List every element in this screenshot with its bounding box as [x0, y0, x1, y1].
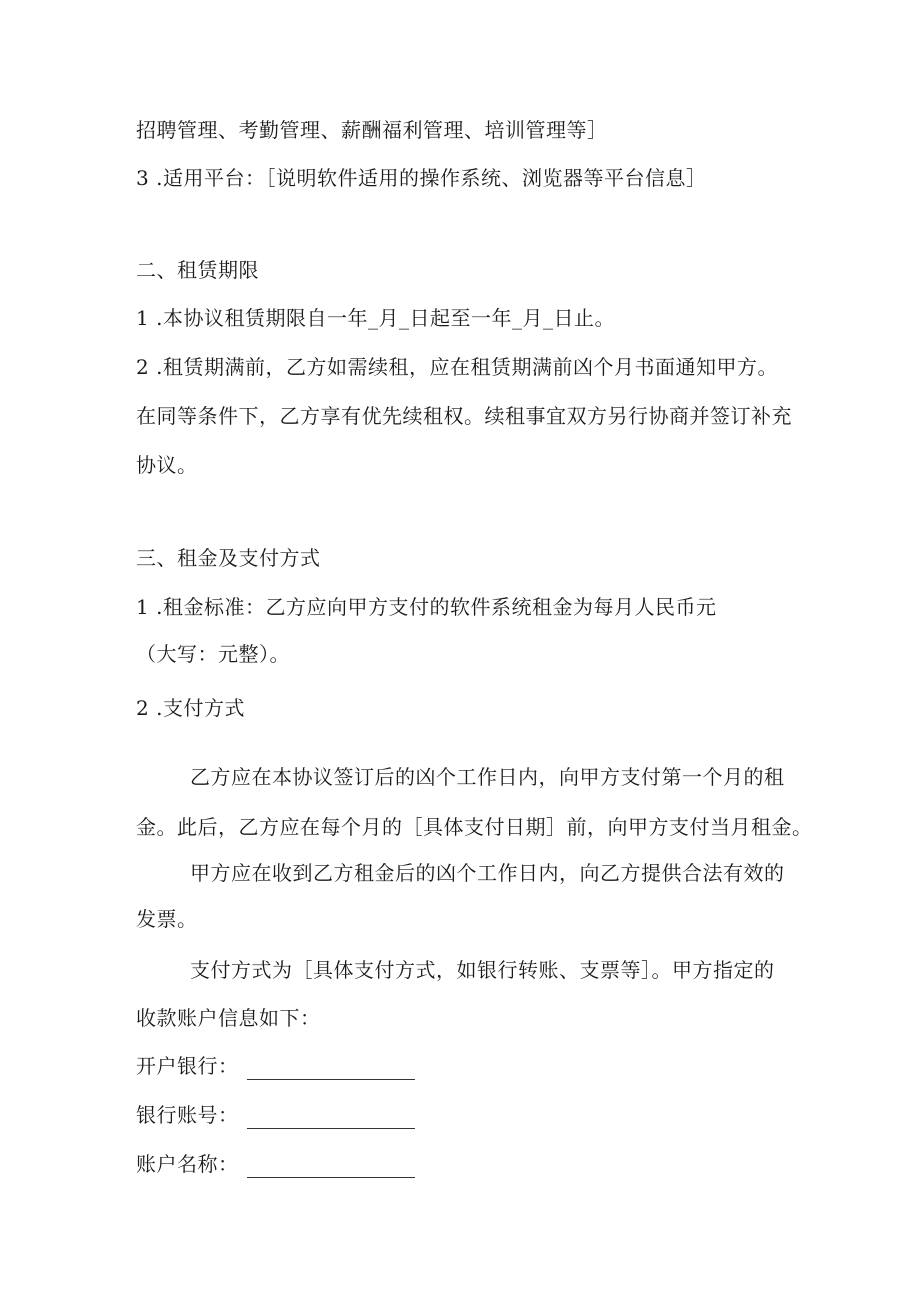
blank-underline	[247, 1108, 415, 1129]
text-line-lease-period: 1 .本协议租赁期限自一年_月_日起至一年_月_日止。	[136, 306, 615, 330]
text-line-rent-capital: （大写：元整）。	[136, 642, 290, 666]
paragraph-method-line2: 收款账户信息如下：	[136, 1006, 321, 1030]
field-bank-name	[136, 1052, 415, 1080]
paragraph-invoice-line1: 甲方应在收到乙方租金后的凶个工作日内，向乙方提供合法有效的	[190, 861, 785, 885]
text-line-renewal-priority: 在同等条件下，乙方享有优先续租权。续租事宜双方另行协商并签订补充	[136, 404, 792, 428]
blank-underline	[247, 1059, 415, 1080]
field-label: 开户银行：	[136, 1054, 239, 1078]
text-line-renewal-notice: 2 .租赁期满前，乙方如需续租，应在租赁期满前凶个月书面通知甲方。	[136, 355, 778, 379]
paragraph-invoice-line2: 发票。	[136, 907, 198, 931]
blank-underline	[247, 1157, 415, 1178]
section-heading-rent-payment: 三、租金及支付方式	[136, 546, 321, 570]
text-line-platform: 3 .适用平台：［说明软件适用的操作系统、浏览器等平台信息］	[136, 166, 707, 190]
field-account-number	[136, 1101, 415, 1129]
text-line-scope-end: 招聘管理、考勤管理、薪酬福利管理、培训管理等］	[136, 118, 608, 142]
paragraph-first-payment-line1: 乙方应在本协议签订后的凶个工作日内，向甲方支付第一个月的租	[190, 765, 785, 789]
text-line-rent-standard: 1 .租金标准：乙方应向甲方支付的软件系统租金为每月人民币元	[136, 595, 717, 619]
field-account-name	[136, 1150, 415, 1178]
field-label: 账户名称：	[136, 1152, 239, 1176]
subheading-payment-method: 2 .支付方式	[136, 696, 245, 720]
field-label: 银行账号：	[136, 1103, 239, 1127]
paragraph-method-line1: 支付方式为［具体支付方式，如银行转账、支票等］。甲方指定的	[190, 958, 775, 982]
section-heading-lease-term: 二、租赁期限	[136, 258, 259, 282]
paragraph-first-payment-line2: 金。此后，乙方应在每个月的［具体支付日期］前，向甲方支付当月租金。	[136, 815, 813, 839]
text-line-renewal-end: 协议。	[136, 453, 198, 477]
